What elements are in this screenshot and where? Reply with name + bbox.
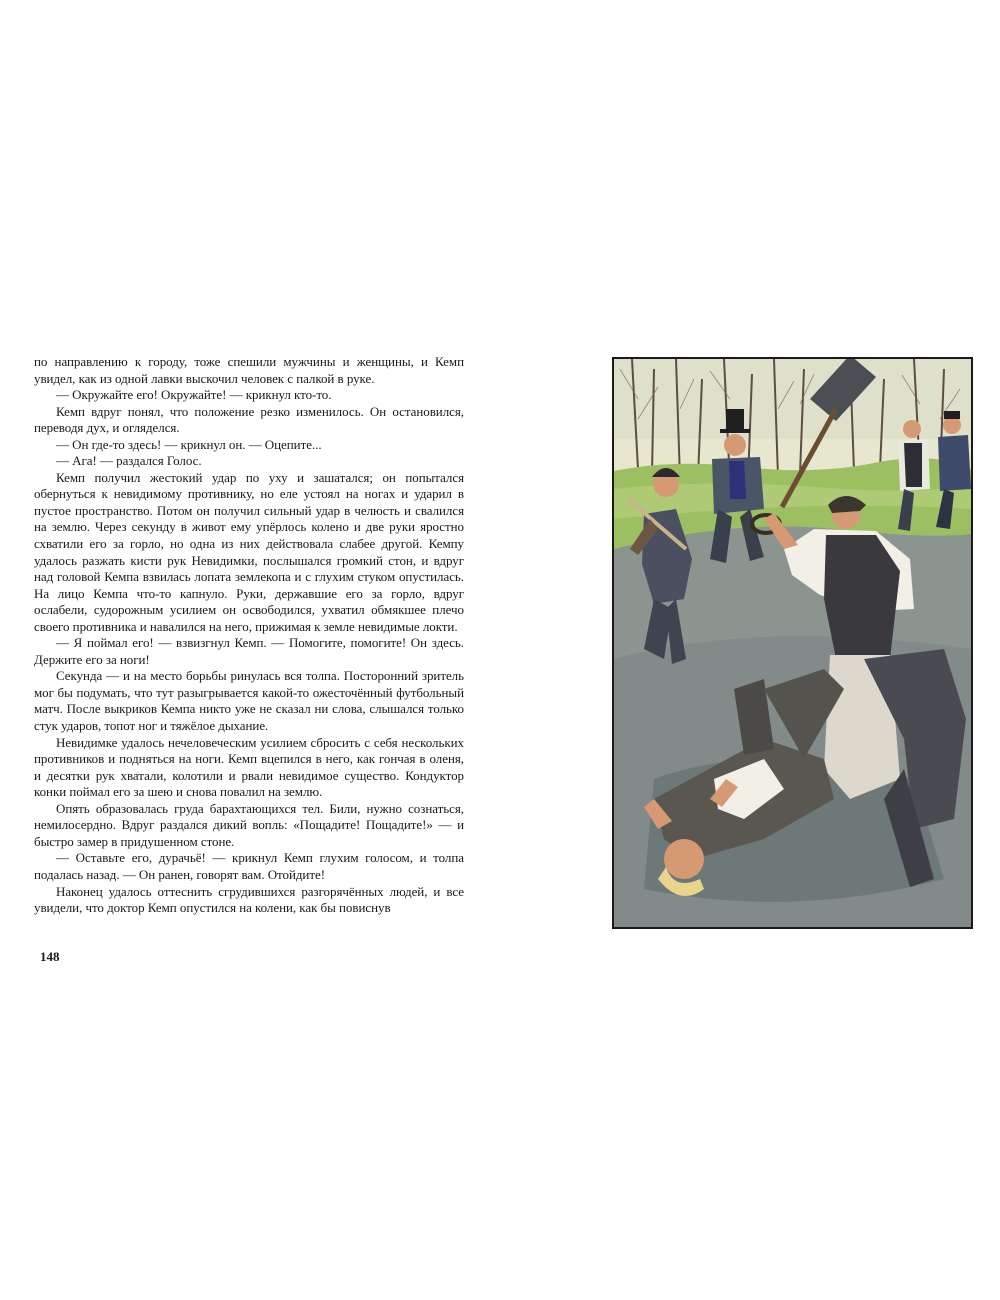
paragraph: Кемп получил жестокий удар по уху и зашатался; он попытался обернуться к невидимому противнику, но еле устоял на ногах и ударил в пустое пространство. Потом он получил сильный удар в челюсть и свалился на землю. Через секунду в живот ему упёрлось колено и две руки яростно схватили его за горло, но одна из них действовала слабее другой. Кемпу удалось разжать кисти рук Невидимки, послышался громкий стон, и вдруг над головой Кемпа взвилась лопата землекопа и с глухим стуком опустилась. На лицо Кемпа что-то капнуло. Руки, державшие его за горло, вдруг ослабели, судорожным усилием он освободился, ухватил обмякшее плечо своего противника и навалился на него, прижимая к земле невидимые локти. — [34, 469, 464, 634]
illustration-plate — [612, 357, 973, 929]
paragraph: Кемп вдруг понял, что положение резко изменилось. Он остановился, переводя дух, и огляделся. — [34, 403, 464, 436]
illustration — [614, 359, 971, 927]
page-number: 148 — [40, 949, 60, 964]
paragraph: Опять образовалась груда барахтающихся тел. Били, нужно сознаться, немилосердно. Вдруг раздался дикий вопль: «Пощадите! Пощадите!» — и быстро замер в придушенном стоне. — [34, 800, 464, 849]
paragraph: — Я поймал его! — взвизгнул Кемп. — Помогите, помогите! Он здесь. Держите его за ноги! — [34, 635, 464, 667]
paragraph: Наконец удалось оттеснить сгрудившихся разгорячённых людей, и все увидели, что доктор Кемп опустился на колени, как бы повиснув — [34, 883, 464, 916]
text-column — [34, 354, 464, 917]
paragraph: по направлению к городу, тоже спешили мужчины и женщины, и Кемп увидел, как из одной лавки выскочил человек с палкой в руке. — [34, 354, 464, 386]
paragraph: — Ага! — раздался Голос. — [56, 453, 202, 469]
paragraph: — Он где-то здесь! — крикнул он. — Оцепите... — [56, 436, 322, 452]
paragraph: — Оставьте его, дурачьё! — крикнул Кемп глухим голосом, и толпа подалась назад. — Он ранен, говорят вам. Отойдите! — [34, 850, 464, 882]
paragraph: — Окружайте его! Окружайте! — крикнул кто-то. — [56, 387, 332, 403]
paragraph: Невидимке удалось нечеловеческим усилием сбросить с себя нескольких противников и подняться на ноги. Кемп вцепился в него, как гончая в оленя, и десятки рук хватали, колотили и рвали невидимое существо. Кондуктор конки поймал его за шею и снова повалил на землю. — [34, 734, 464, 800]
paragraph: Секунда — и на место борьбы ринулась вся толпа. Посторонний зритель мог бы подумать, что тут разыгрывается какой-то ожесточённый футбольный матч. После выкриков Кемпа никто уже не сказал ни слова, слышался только стук ударов, топот ног и тяжёлое дыхание. — [34, 668, 464, 734]
